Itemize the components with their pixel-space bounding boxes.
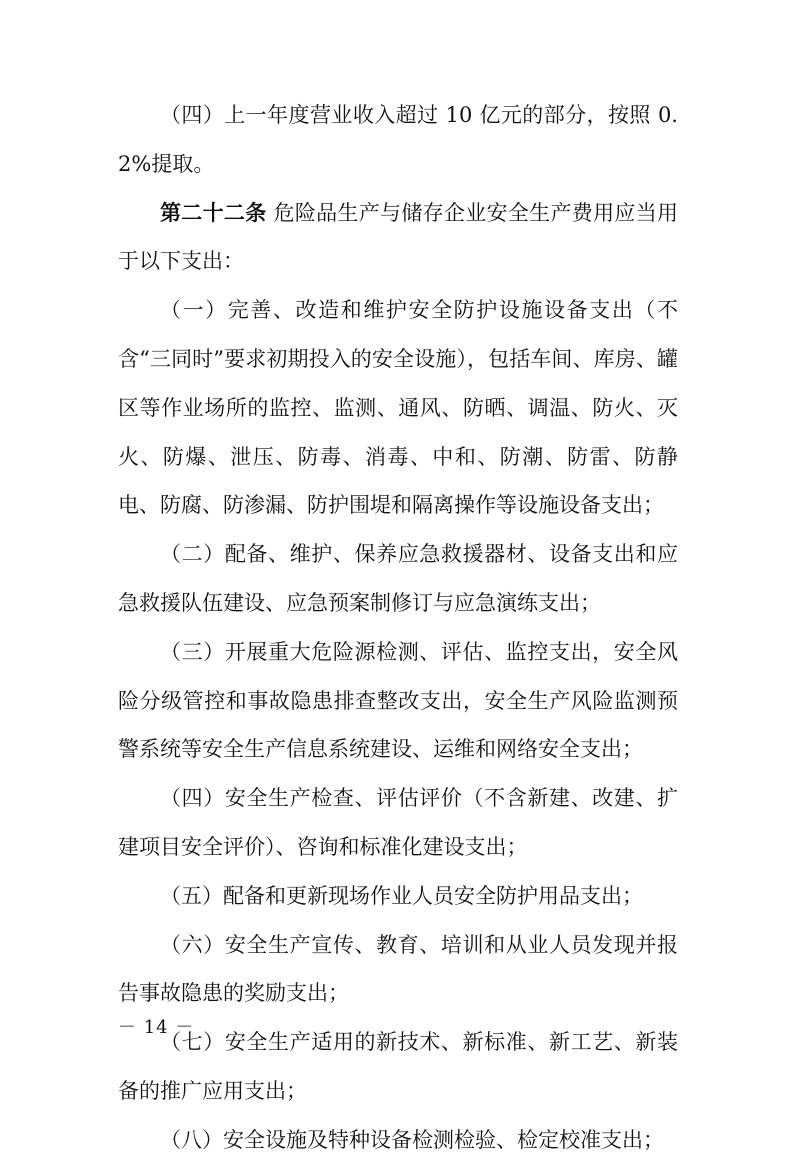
item-7 bbox=[118, 1018, 678, 1116]
document-body bbox=[118, 91, 678, 1165]
item-6 bbox=[118, 921, 678, 1019]
paragraph-text: 危险品生产与储存企业安全生产费用应当用于以下支出： bbox=[118, 200, 678, 274]
item-1 bbox=[118, 286, 678, 530]
paragraph-text: （一）完善、改造和维护安全防护设施设备支出（不含“三同时”要求初期投入的安全设施），包括车间、库房、罐区等作业场所的监控、监测、通风、防晒、调温、防火、灭火、防爆、泄压、防毒、消毒、中和、防潮、防雷、防静电、防腐、防渗漏、防护围堤和隔离操作等设施设备支出； bbox=[118, 298, 678, 518]
paragraph-text: （八）安全设施及特种设备检测检验、检定校准支出； bbox=[160, 1127, 664, 1152]
paragraph-text: （四）上一年度营业收入超过 10 亿元的部分，按照 0.2%提取。 bbox=[118, 103, 678, 176]
item-8 bbox=[118, 1116, 678, 1165]
paragraph-1 bbox=[118, 91, 678, 189]
paragraph-text: （三）开展重大危险源检测、评估、监控支出，安全风险分级管控和事故隐患排查整改支出，安全生产风险监测预警系统等安全生产信息系统建设、运维和网络安全支出； bbox=[118, 639, 678, 762]
item-2 bbox=[118, 530, 678, 628]
paragraph-text: （四）安全生产检查、评估评价（不含新建、改建、扩建项目安全评价）、咨询和标准化建设支出； bbox=[118, 786, 678, 859]
article-22 bbox=[118, 189, 678, 287]
paragraph-text: （七）安全生产适用的新技术、新标准、新工艺、新装备的推广应用支出； bbox=[118, 1030, 678, 1103]
paragraph-text: （六）安全生产宣传、教育、培训和从业人员发现并报告事故隐患的奖励支出； bbox=[118, 932, 678, 1006]
paragraph-text: （五）配备和更新现场作业人员安全防护用品支出； bbox=[160, 883, 643, 908]
item-3 bbox=[118, 628, 678, 774]
item-4 bbox=[118, 774, 678, 872]
page-number: － 14 － bbox=[118, 1017, 195, 1038]
article-heading: 第二十二条 bbox=[160, 200, 267, 225]
paragraph-text: （二）配备、维护、保养应急救援器材、设备支出和应急救援队伍建设、应急预案制修订与应急演练支出； bbox=[118, 542, 678, 615]
item-5 bbox=[118, 872, 678, 921]
